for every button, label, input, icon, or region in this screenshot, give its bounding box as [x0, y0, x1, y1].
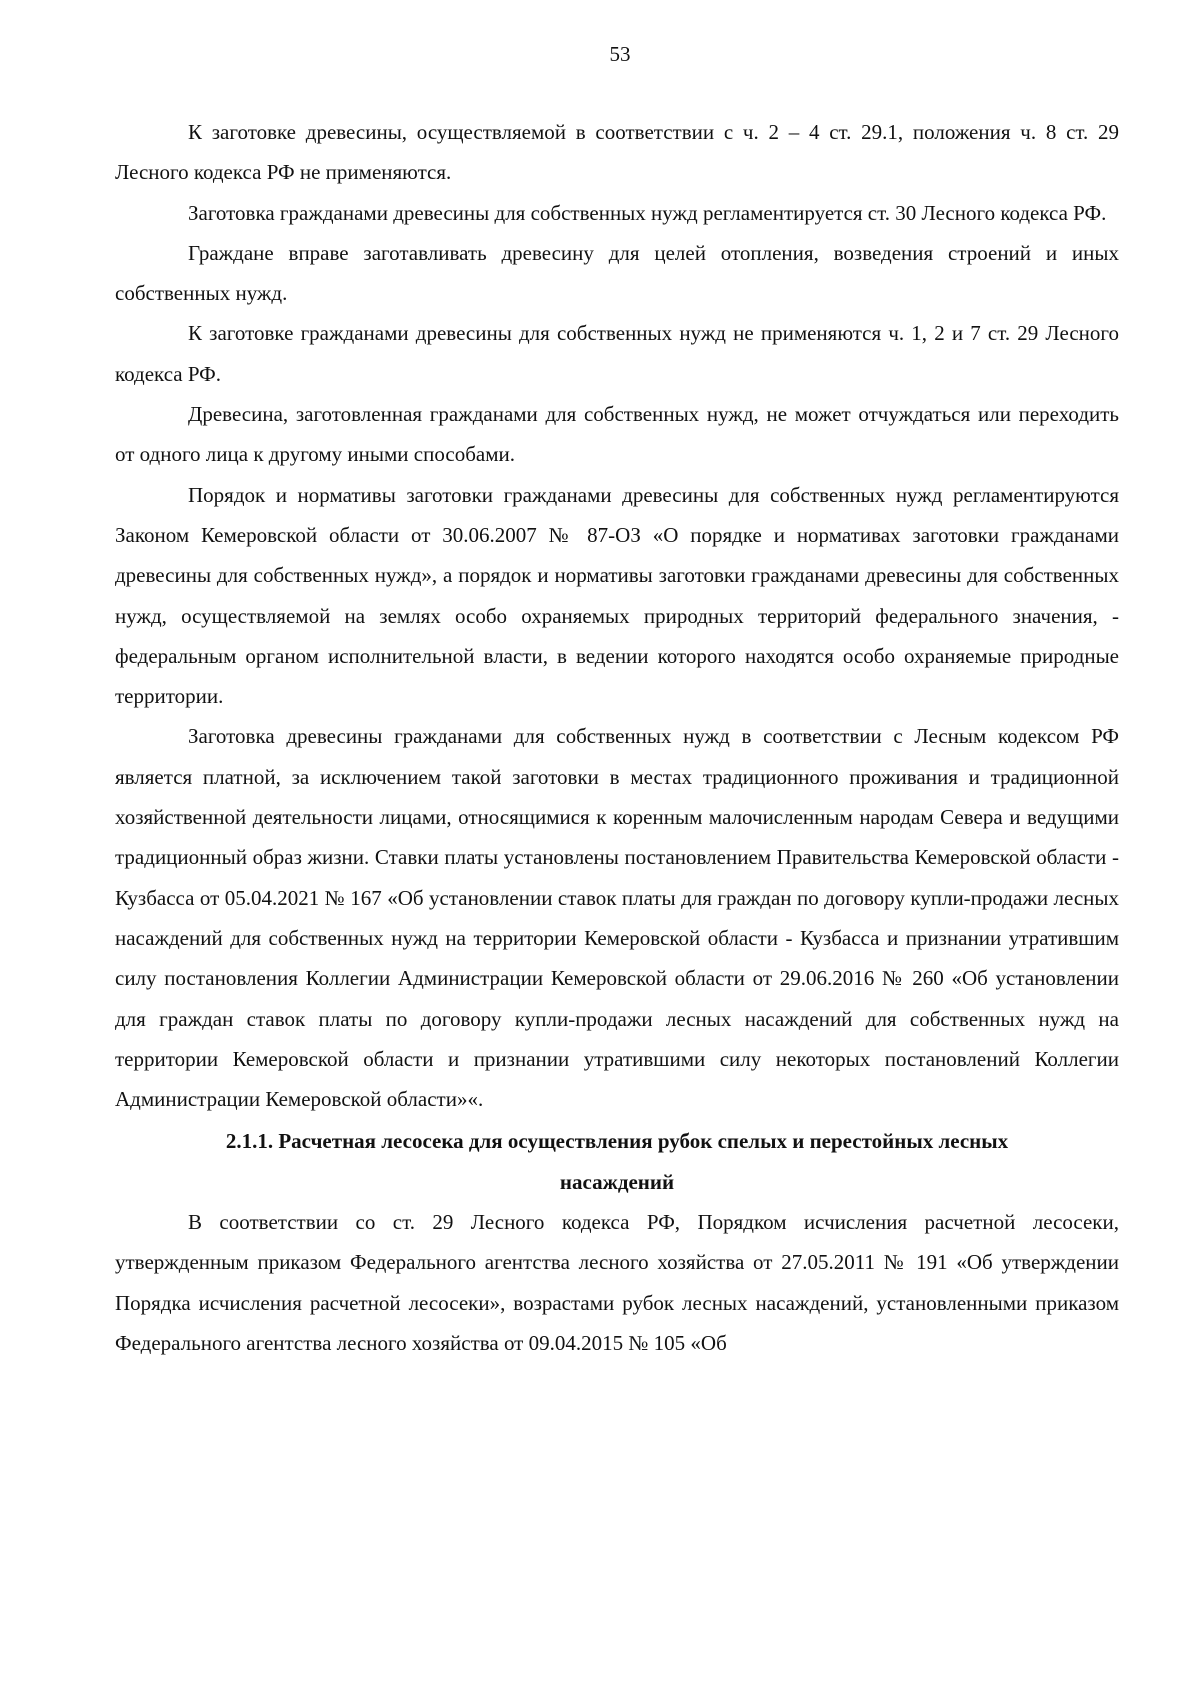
paragraph: Древесина, заготовленная гражданами для собственных нужд, не может отчуждаться или переходить от одного лица к другому иными способами.	[115, 402, 1119, 467]
paragraph: К заготовке гражданами древесины для собственных нужд не применяются ч. 1, 2 и 7 ст. 29 Лесного кодекса РФ.	[115, 321, 1119, 386]
section-heading: 2.1.1. Расчетная лесосека для осуществления рубок спелых и перестойных лесных насаждений	[225, 1129, 1009, 1194]
paragraph: Порядок и нормативы заготовки гражданами древесины для собственных нужд регламентируются Законом Кемеровской области от 30.06.2007 № 87-ОЗ «О порядке и нормативах заготовки гражданами древесины для собственных нужд», а порядок и нормативы заготовки гражданами древесины для собственных нужд, осуществляемой на землях особо охраняемых природных территорий федерального значения, - федеральным органом исполнительной власти, в ведении которого находятся особо охраняемые природные территории.	[115, 482, 1119, 709]
document-body	[115, 112, 1119, 1363]
page-number: 53	[609, 42, 631, 66]
paragraph: Граждане вправе заготавливать древесину для целей отопления, возведения строений и иных собственных нужд.	[115, 240, 1119, 306]
paragraph: Заготовка древесины гражданами для собственных нужд в соответствии с Лесным кодексом РФ является платной, за исключением такой заготовки в местах традиционного проживания и традиционной хозяйственной деятельности лицами, относящимися к коренным малочисленным народам Севера и ведущими традиционный образ жизни. Ставки платы установлены постановлением Правительства Кемеровской области - Кузбасса от 05.04.2021 № 167 «Об установлении ставок платы для граждан по договору купли-продажи лесных насаждений для собственных нужд на территории Кемеровской области - Кузбасса и признании утратившим силу постановления Коллегии Администрации Кемеровской области от 29.06.2016 № 260 «Об установлении для граждан ставок платы по договору купли-продажи лесных насаждений для собственных нужд на территории Кемеровской области и признании утратившими силу некоторых постановлений Коллегии Администрации Кемеровской области»«.	[115, 724, 1119, 1112]
paragraph: К заготовке древесины, осуществляемой в соответствии с ч. 2 – 4 ст. 29.1, положения ч. 8 ст. 29 Лесного кодекса РФ не применяются.	[115, 120, 1119, 185]
paragraph: Заготовка гражданами древесины для собственных нужд регламентируется ст. 30 Лесного кодекса РФ.	[188, 200, 1107, 225]
paragraph: В соответствии со ст. 29 Лесного кодекса РФ, Порядком исчисления расчетной лесосеки, утвержденным приказом Федерального агентства лесного хозяйства от 27.05.2011 № 191 «Об утверждении Порядка исчисления расчетной лесосеки», возрастами рубок лесных насаждений, установленными приказом Федерального агентства лесного хозяйства от 09.04.2015 № 105 «Об	[115, 1210, 1119, 1355]
